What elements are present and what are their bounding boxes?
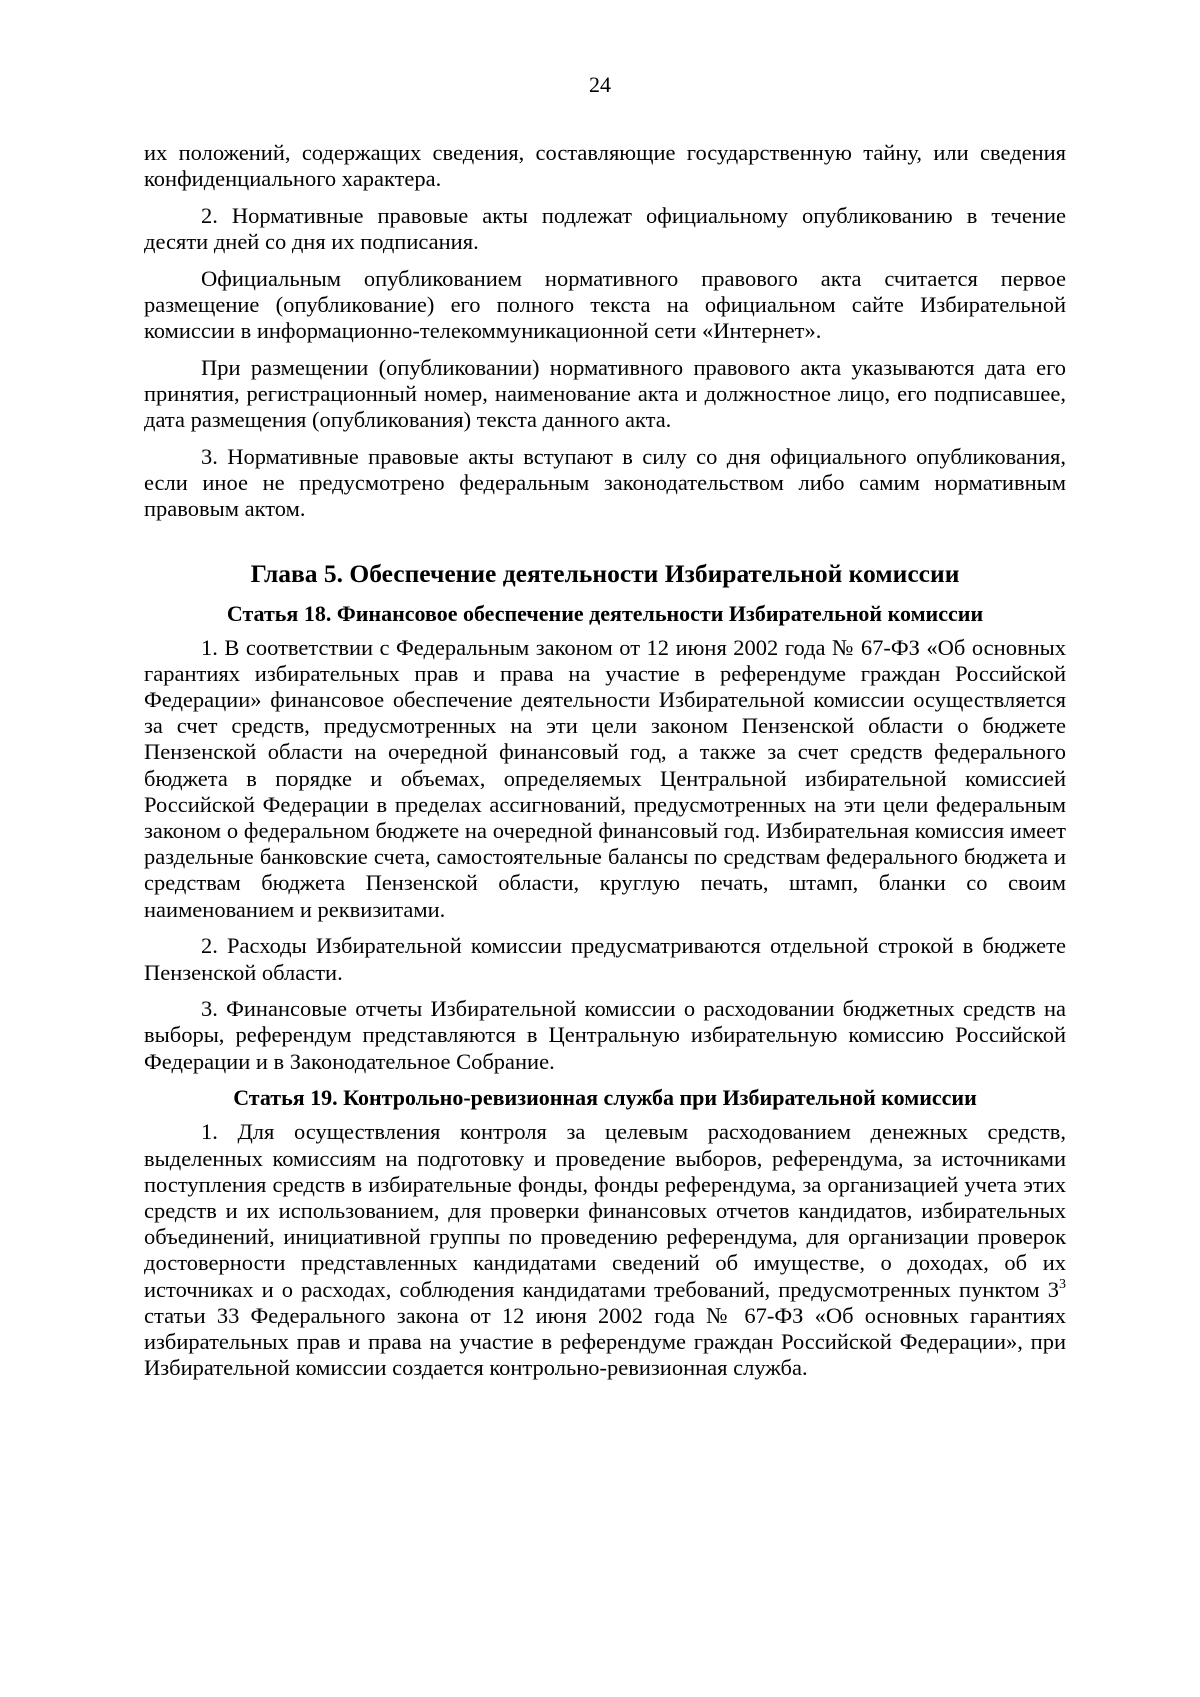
paragraph-text: статьи 33 Федерального закона от 12 июня 2002 года № 67-ФЗ «Об основных гарантиях избирательных прав и права на участие в референдуме граждан Российской Федерации», при Избирательной комиссии создается контрольно-ревизионная служба. [144,1302,1066,1381]
paragraph [144,1119,1066,1381]
paragraph: 2. Нормативные правовые акты подлежат официальному опубликованию в течение десяти дней со дня их подписания. [144,202,1066,255]
paragraph: 1. В соответствии с Федеральным законом от 12 июня 2002 года № 67-ФЗ «Об основных гарантиях избирательных прав и права на участие в референдуме граждан Российской Федерации» финансовое обеспечение деятельности Избирательной комиссии осуществляется за счет средств, предусмотренных на эти цели законом Пензенской области о бюджете Пензенской области на очередной финансовый год, а также за счет средств федерального бюджета в порядке и объемах, определяемых Центральной избирательной комиссией Российской Федерации в пределах ассигнований, предусмотренных на эти цели федеральным законом о федеральном бюджете на очередной финансовый год. Избирательная комиссия имеет раздельные банковские счета, самостоятельные балансы по средствам федерального бюджета и средствам бюджета Пензенской области, круглую печать, штамп, бланки со своим наименованием и реквизитами. [144,634,1066,922]
article-18-title: Статья 18. Финансовое обеспечение деятельности Избирательной комиссии [226,600,984,626]
page-number: 24 [589,72,611,97]
paragraph-text: 1. Для осуществления контроля за целевым расходованием денежных средств, выделенных комиссиям на подготовку и проведение выборов, референдума, за источниками поступления средств в избирательные фонды, фонды референдума, за организацией учета этих средств и их использованием, для проверки финансовых отчетов кандидатов, избирательных объединений, инициативной группы по проведению референдума, для организации проверок достоверности представленных кандидатами сведений об имуществе, о доходах, об их источниках и о расходах, соблюдения кандидатами требований, предусмотренных пунктом 3 [144,1119,1066,1302]
paragraph: Официальным опубликованием нормативного правового акта считается первое размещение (опубликование) его полного текста на официальном сайте Избирательной комиссии в информационно-телекоммуникационной сети «Интернет». [144,265,1066,344]
superscript: 3 [1059,1276,1066,1292]
document-body [144,140,1066,1392]
chapter-title: Глава 5. Обеспечение деятельности Избирательной комиссии [250,558,960,588]
paragraph: При размещении (опубликовании) нормативного правового акта указываются дата его принятия, регистрационный номер, наименование акта и должностное лицо, его подписавшее, дата размещения (опубликования) текста данного акта. [144,354,1066,433]
paragraph: 3. Нормативные правовые акты вступают в силу со дня официального опубликования, если иное не предусмотрено федеральным законодательством либо самим нормативным правовым актом. [144,444,1066,522]
paragraph: 2. Расходы Избирательной комиссии предусматриваются отдельной строкой в бюджете Пензенской области. [144,933,1066,985]
paragraph: 3. Финансовые отчеты Избирательной комиссии о расходовании бюджетных средств на выборы, референдум представляются в Центральную избирательную комиссию Российской Федерации и в Законодательное Собрание. [144,996,1066,1074]
article-19-title: Статья 19. Контрольно-ревизионная служба при Избирательной комиссии [233,1085,977,1111]
paragraph-continuation: их положений, содержащих сведения, составляющие государственную тайну, или сведения конфиденциального характера. [144,140,1066,192]
